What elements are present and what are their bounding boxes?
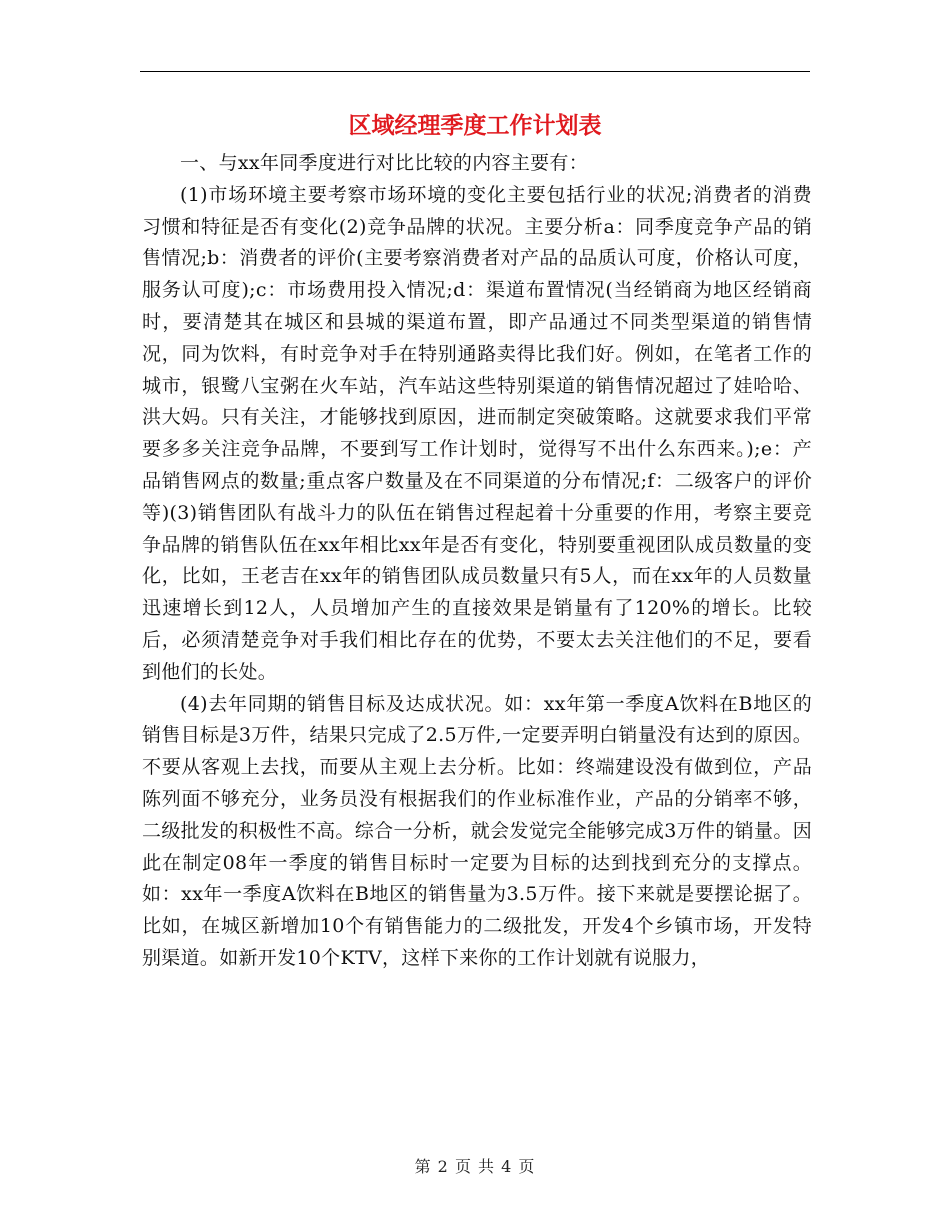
paragraph-sales-target: (4)去年同期的销售目标及达成状况。如：xx年第一季度A饮料在B地区的销售目标是3万件，结果只完成了2.5万件,一定要弄明白销量没有达到的原因。不要从客观上去找，而要从主观上去分析。比如：终端建设没有做到位，产品陈列面不够充分，业务员没有根据我们的作业标准作业，产品的分销率不够，二级批发的积极性不高。综合一分析，就会发觉完全能够完成3万件的销量。因此在制定08年一季度的销售目标时一定要为目标的达到找到充分的支撑点。如：xx年一季度A饮料在B地区的销售量为3.5万件。接下来就是要摆论据了。比如，在城区新增加10个有销售能力的二级批发，开发4个乡镇市场，开发特别渠道。如新开发10个KTV，这样下来你的工作计划就有说服力， [142,692,812,969]
header-rule [140,71,810,72]
page-number: 第 2 页 共 4 页 [414,1157,536,1176]
document-title: 区域经理季度工作计划表 [348,112,602,139]
paragraph-intro: 一、与xx年同季度进行对比比较的内容主要有： [180,152,589,174]
document-body [142,148,812,975]
paragraph-comparison: (1)市场环境主要考察市场环境的变化主要包括行业的状况;消费者的消费习惯和特征是否有变化(2)竞争品牌的状况。主要分析a：同季度竞争产品的销售情况;b：消费者的评价(主要考察消费者对产品的品质认可度，价格认可度，服务认可度);c：市场费用投入情况;d：渠道布置情况(当经销商为地区经销商时，要清楚其在城区和县城的渠道布置，即产品通过不同类型渠道的销售情况，同为饮料，有时竞争对手在特别通路卖得比我们好。例如，在笔者工作的城市，银鹭八宝粥在火车站，汽车站这些特别渠道的销售情况超过了娃哈哈、洪大妈。只有关注，才能够找到原因，进而制定突破策略。这就要求我们平常要多多关注竞争品牌，不要到写工作计划时，觉得写不出什么东西来。);e：产品销售网点的数量;重点客户数量及在不同渠道的分布情况;f：二级客户的评价等)(3)销售团队有战斗力的队伍在销售过程起着十分重要的作用，考察主要竞争品牌的销售队伍在xx年相比xx年是否有变化，特别要重视团队成员数量的变化，比如，王老吉在xx年的销售团队成员数量只有5人，而在xx年的人员数量迅速增长到12人，人员增加产生的直接效果是销量有了120%的增长。比较后，必须清楚竞争对手我们相比存在的优势，不要太去关注他们的不足，要看到他们的长处。 [142,183,812,683]
